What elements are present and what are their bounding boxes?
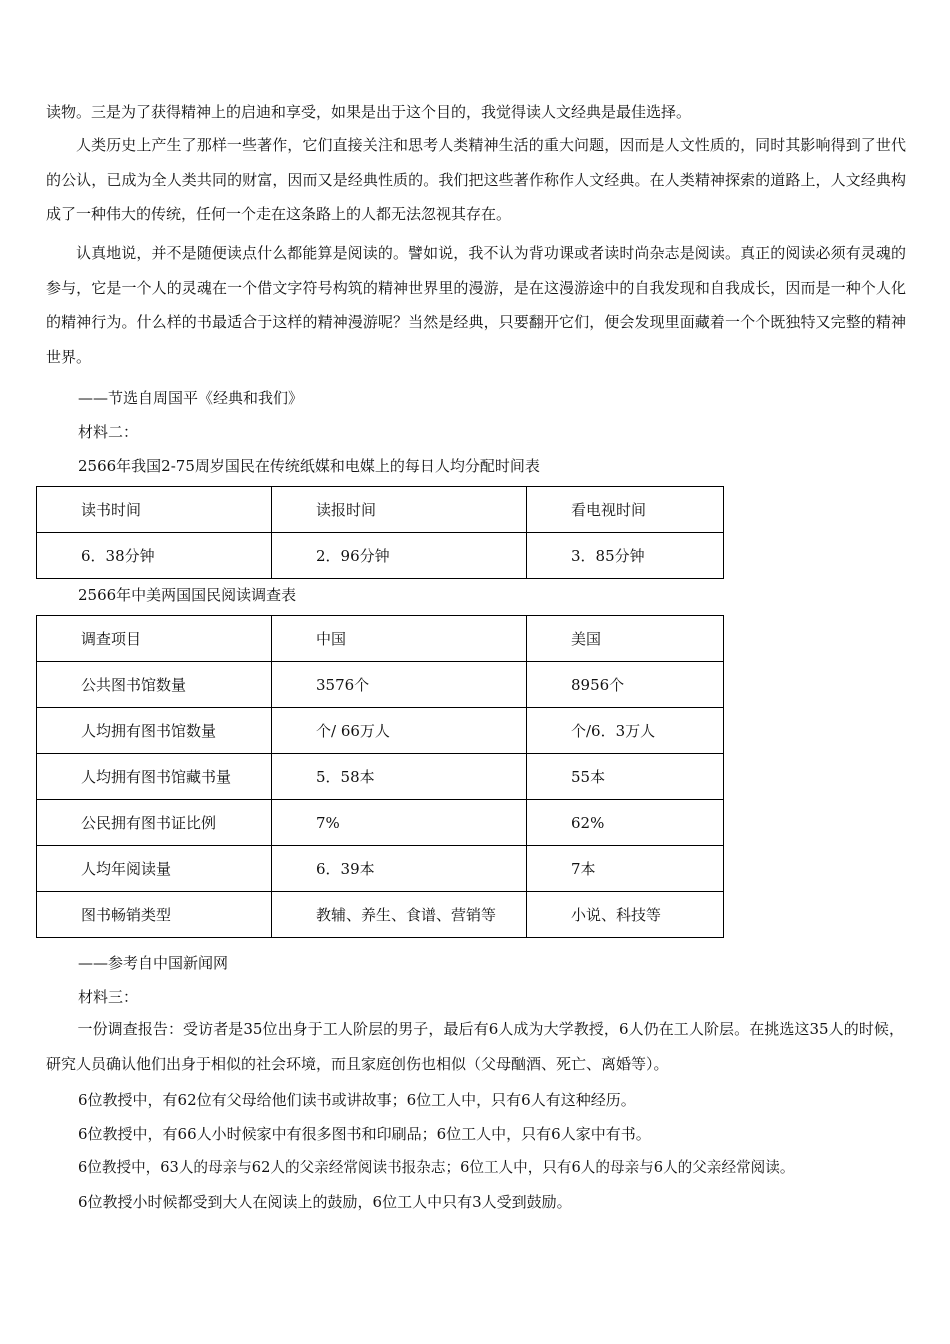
table-cell: 3576个 <box>272 662 527 708</box>
table-row <box>37 846 724 892</box>
paragraph-reading-definition: 认真地说，并不是随便读点什么都能算是阅读的。譬如说，我不认为背功课或者读时尚杂志是阅读。真正的阅读必须有灵魂的参与，它是一个人的灵魂在一个借文字符号构筑的精神世界里的漫游，是在这漫游途中的自我发现和自我成长，因而是一种个人化的精神行为。什么样的书最适合于这样的精神漫游呢？当然是经典，只要翻开它们，便会发现里面藏着一个个既独特又完整的精神世界。 <box>46 244 906 366</box>
table-row <box>37 662 724 708</box>
reading-survey-table <box>36 615 724 938</box>
table2-title: 2566年中美两国国民阅读调查表 <box>78 586 297 604</box>
source-attribution-1: ——节选自周国平《经典和我们》 <box>78 389 304 407</box>
table-cell: 62% <box>527 800 724 846</box>
paragraph-continuation: 读物。三是为了获得精神上的启迪和享受，如果是出于这个目的，我觉得读人文经典是最佳选择。 <box>46 103 692 121</box>
survey-finding-4: 6位教授小时候都受到大人在阅读上的鼓励，6位工人中只有3人受到鼓励。 <box>78 1193 572 1211</box>
table-header-cell: 读报时间 <box>272 487 527 533</box>
table-row <box>37 533 724 579</box>
table-cell: 3．85分钟 <box>527 533 724 579</box>
survey-finding-2: 6位教授中，有66人小时候家中有很多图书和印刷品；6位工人中，只有6人家中有书。 <box>78 1125 651 1143</box>
table-cell: 8956个 <box>527 662 724 708</box>
table-row <box>37 487 724 533</box>
table-cell: 人均拥有图书馆藏书量 <box>37 754 272 800</box>
table-cell: 图书畅销类型 <box>37 892 272 938</box>
table-cell: 人均年阅读量 <box>37 846 272 892</box>
table-cell: 个/ 66万人 <box>272 708 527 754</box>
material-three-heading: 材料三： <box>78 988 139 1006</box>
table1-title: 2566年我国2-75周岁国民在传统纸媒和电媒上的每日人均分配时间表 <box>78 457 540 475</box>
table-cell: 2．96分钟 <box>272 533 527 579</box>
paragraph-humanities-classics: 人类历史上产生了那样一些著作，它们直接关注和思考人类精神生活的重大问题，因而是人文性质的，同时其影响得到了世代的公认，已成为全人类共同的财富，因而又是经典性质的。我们把这些著作称作人文经典。在人类精神探索的道路上，人文经典构成了一种伟大的传统，任何一个走在这条路上的人都无法忽视其存在。 <box>46 136 906 223</box>
survey-finding-3: 6位教授中，63人的母亲与62人的父亲经常阅读书报杂志；6位工人中，只有6人的母亲与6人的父亲经常阅读。 <box>78 1159 795 1176</box>
material-two-heading: 材料二： <box>78 423 139 441</box>
table-cell: 7% <box>272 800 527 846</box>
table-header-cell: 看电视时间 <box>527 487 724 533</box>
table-header-cell: 美国 <box>527 616 724 662</box>
table-cell: 55本 <box>527 754 724 800</box>
table-row <box>37 754 724 800</box>
survey-report-paragraph: 一份调查报告：受访者是35位出身于工人阶层的男子，最后有6人成为大学教授，6人仍在工人阶层。在挑选这35人的时候，研究人员确认他们出身于相似的社会环境，而且家庭创伤也相似（父母酗酒、死亡、离婚等）。 <box>46 1020 904 1073</box>
table-row <box>37 800 724 846</box>
table-cell: 教辅、养生、食谱、营销等 <box>272 892 527 938</box>
table-cell: 公共图书馆数量 <box>37 662 272 708</box>
table-cell: 6．39本 <box>272 846 527 892</box>
table-header-cell: 读书时间 <box>37 487 272 533</box>
source-attribution-2: ——参考自中国新闻网 <box>78 954 229 972</box>
daily-time-table <box>36 486 724 579</box>
table-cell: 7本 <box>527 846 724 892</box>
table-header-cell: 调查项目 <box>37 616 272 662</box>
table-row <box>37 892 724 938</box>
table-cell: 小说、科技等 <box>527 892 724 938</box>
table-cell: 人均拥有图书馆数量 <box>37 708 272 754</box>
survey-finding-1: 6位教授中，有62位有父母给他们读书或讲故事；6位工人中，只有6人有这种经历。 <box>78 1091 636 1109</box>
table-cell: 公民拥有图书证比例 <box>37 800 272 846</box>
table-row <box>37 616 724 662</box>
table-header-cell: 中国 <box>272 616 527 662</box>
table-cell: 5．58本 <box>272 754 527 800</box>
table-cell: 6．38分钟 <box>37 533 272 579</box>
table-row <box>37 708 724 754</box>
table-cell: 个/6．3万人 <box>527 708 724 754</box>
